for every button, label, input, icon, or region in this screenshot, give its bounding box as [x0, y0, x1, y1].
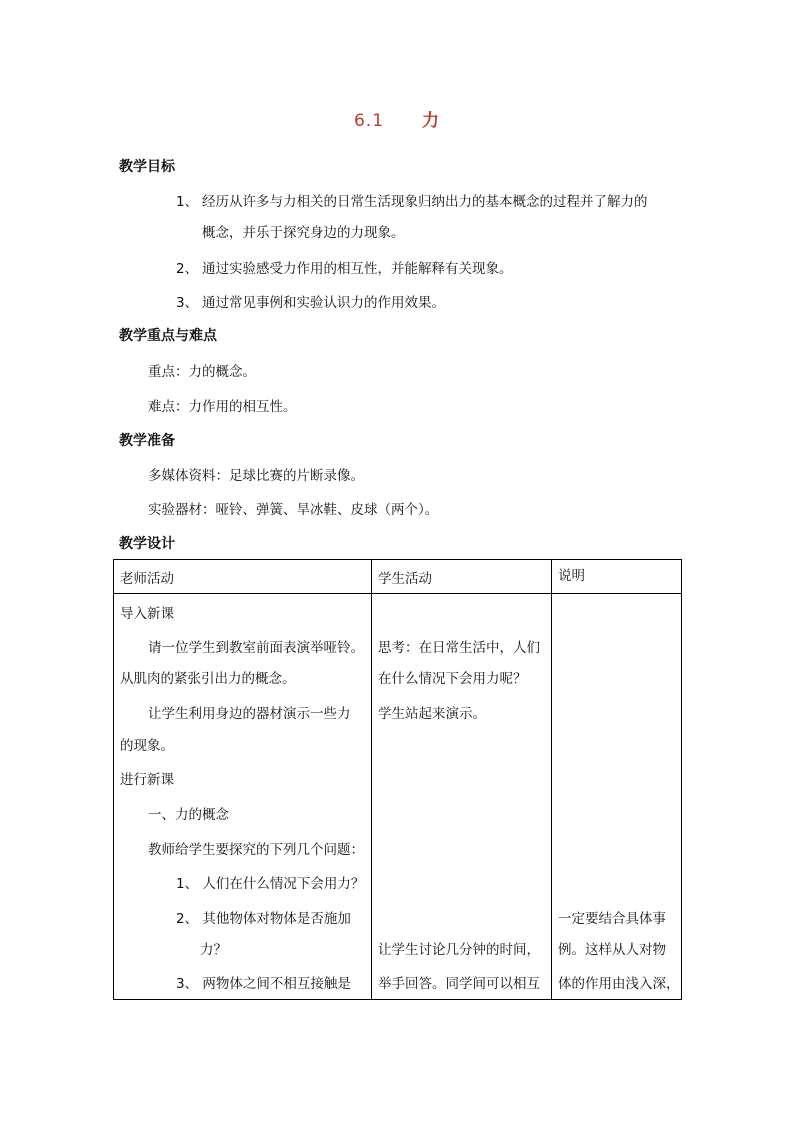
teacher-activity-cell [114, 594, 372, 1000]
teacher-line: 从肌肉的紧张引出力的概念。 [120, 671, 296, 687]
teacher-line: 3、 两物体之间不相互接触是 [176, 976, 351, 992]
table-header-row [114, 560, 682, 594]
teacher-line: 力？ [200, 942, 227, 958]
teacher-line: 教师给学生要探究的下列几个问题： [148, 842, 364, 858]
key-point: 重点：力的概念。 [148, 364, 256, 380]
header-teacher-activity: 老师活动 [120, 571, 174, 587]
design-heading: 教学设计 [119, 536, 175, 552]
header-cell [372, 560, 552, 594]
teacher-line: 一、力的概念 [148, 807, 229, 823]
teacher-line: 1、 人们在什么情况下会用力？ [176, 876, 365, 892]
goals-heading: 教学目标 [119, 159, 175, 175]
document-title [0, 106, 794, 131]
student-line: 举手回答。同学间可以相互 [378, 976, 540, 992]
difficulty: 难点：力作用的相互性。 [148, 399, 297, 415]
goal-2 [176, 257, 513, 277]
key-points-heading: 教学重点与难点 [119, 328, 217, 344]
multimedia-materials: 多媒体资料：足球比赛的片断录像。 [148, 468, 364, 484]
notes-cell [552, 594, 682, 1000]
note-line: 一定要结合具体事 [558, 911, 666, 927]
note-line: 体的作用由浅入深， [558, 976, 680, 992]
teacher-line: 导入新课 [120, 606, 174, 622]
header-cell [114, 560, 372, 594]
goal-1 [176, 190, 648, 210]
student-activity-cell [372, 594, 552, 1000]
teacher-line: 2、 其他物体对物体是否施加 [176, 911, 351, 927]
section-number: 6.1 [353, 111, 385, 131]
goal-1-continued: 概念，并乐于探究身边的力现象。 [202, 225, 405, 241]
teacher-line: 进行新课 [120, 772, 174, 788]
goal-text: 通过常见事例和实验认识力的作用效果。 [202, 295, 445, 311]
goal-3 [176, 291, 445, 311]
student-line: 学生站起来演示。 [378, 706, 486, 722]
preparation-heading: 教学准备 [119, 433, 175, 449]
student-line: 思考：在日常生活中，人们 [378, 640, 540, 656]
goal-number: 3、 [176, 295, 199, 311]
goal-text: 通过实验感受力作用的相互性，并能解释有关现象。 [202, 261, 513, 277]
goal-number: 1、 [176, 194, 199, 210]
note-line: 例。这样从人对物 [558, 942, 666, 958]
header-student-activity: 学生活动 [378, 571, 432, 587]
teacher-line: 请一位学生到教室前面表演举哑铃。 [148, 640, 364, 656]
header-cell [552, 560, 682, 594]
student-line: 在什么情况下会用力呢？ [378, 671, 527, 687]
teacher-line: 让学生利用身边的器材演示一些力 [148, 706, 351, 722]
student-line: 让学生讨论几分钟的时间， [378, 942, 540, 958]
teaching-design-table [113, 559, 682, 1000]
header-notes: 说明 [558, 568, 585, 584]
experiment-equipment: 实验器材：哑铃、弹簧、旱冰鞋、皮球（两个）。 [148, 502, 439, 518]
goal-number: 2、 [176, 261, 199, 277]
section-title: 力 [422, 111, 441, 131]
table-row [114, 594, 682, 1000]
goal-text: 经历从许多与力相关的日常生活现象归纳出力的基本概念的过程并了解力的 [202, 194, 648, 210]
teacher-line: 的现象。 [120, 738, 174, 754]
